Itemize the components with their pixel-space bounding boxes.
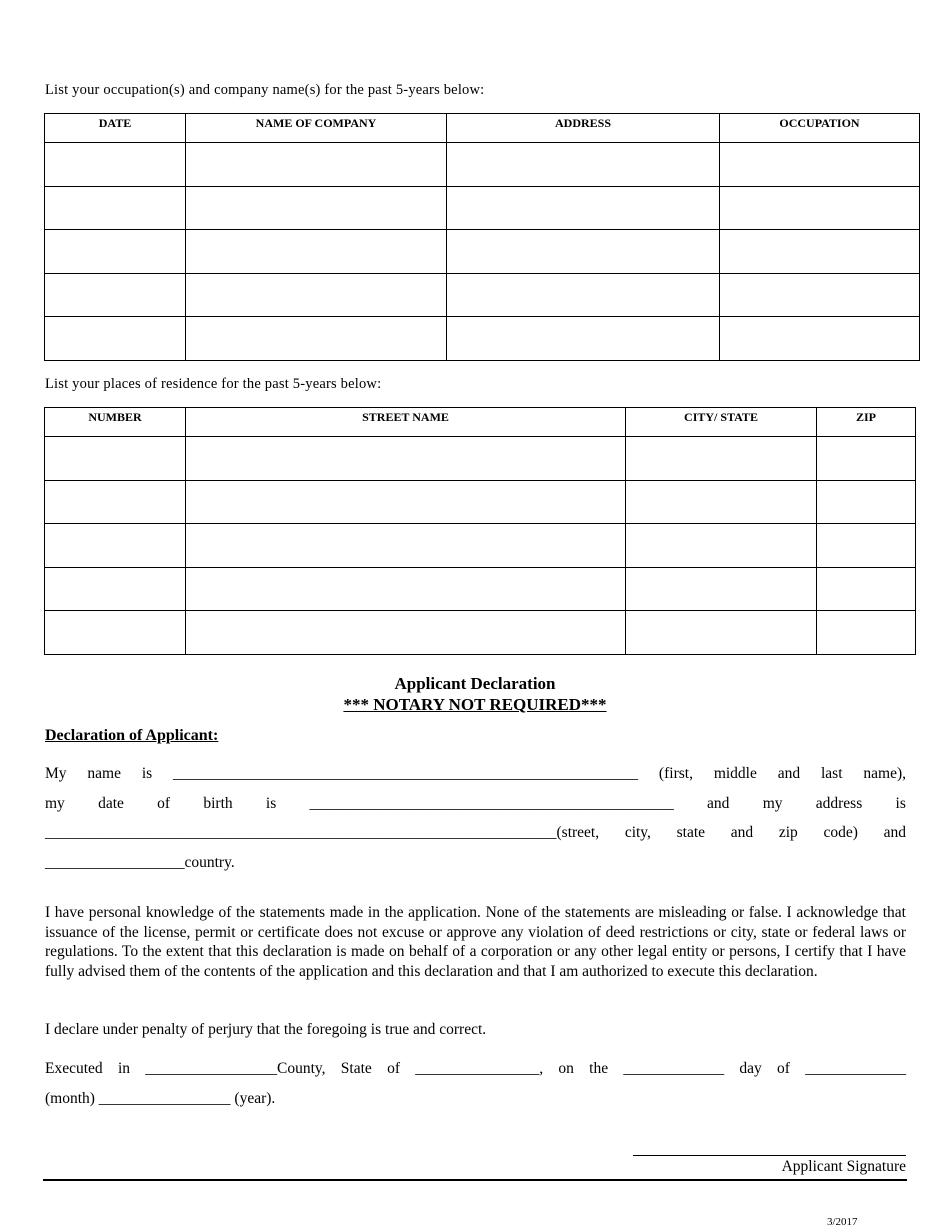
table-row <box>45 524 916 568</box>
word: city, <box>624 824 651 841</box>
table-row <box>45 273 920 317</box>
notary-notice-text: *** NOTARY NOT REQUIRED*** <box>343 695 607 714</box>
word: Executed <box>45 1060 103 1077</box>
executed-line-2[interactable]: (month) _________________ (year). <box>45 1090 276 1107</box>
word: state <box>676 824 706 841</box>
company-cell[interactable] <box>186 230 447 274</box>
number-cell[interactable] <box>45 437 186 481</box>
zip-cell[interactable] <box>817 611 916 655</box>
notary-notice <box>0 695 950 715</box>
word: my <box>45 795 65 812</box>
dob-line[interactable] <box>45 795 906 813</box>
city-state-cell[interactable] <box>626 437 817 481</box>
address-blank[interactable]: __________________________________________________________________(street, <box>45 824 600 841</box>
occupation-cell[interactable] <box>720 273 920 317</box>
word: on <box>558 1060 574 1077</box>
word: and <box>883 824 906 841</box>
word: is <box>265 795 277 812</box>
word: address <box>815 795 863 812</box>
date-cell[interactable] <box>45 186 186 230</box>
col-header-street-name: STREET NAME <box>186 408 626 437</box>
residence-table <box>44 407 916 655</box>
table-row <box>45 567 916 611</box>
word: my <box>762 795 783 812</box>
address-cell[interactable] <box>447 230 720 274</box>
perjury-statement: I declare under penalty of perjury that the foregoing is true and correct. <box>45 1021 487 1038</box>
word: of <box>387 1060 400 1077</box>
occupation-cell[interactable] <box>720 230 920 274</box>
executed-line[interactable] <box>45 1060 906 1078</box>
word: code) <box>823 824 858 841</box>
country-line[interactable]: __________________country. <box>45 854 235 871</box>
word: is <box>895 795 906 812</box>
address-cell[interactable] <box>447 186 720 230</box>
occupation-cell[interactable] <box>720 186 920 230</box>
word: of <box>777 1060 790 1077</box>
address-cell[interactable] <box>447 273 720 317</box>
address-line[interactable] <box>45 824 906 842</box>
footer-rule <box>43 1179 907 1181</box>
city-state-cell[interactable] <box>626 567 817 611</box>
company-cell[interactable] <box>186 186 447 230</box>
residence-intro: List your places of residence for the past 5-years below: <box>45 376 382 392</box>
residence-header-row <box>45 408 916 437</box>
word: zip <box>778 824 798 841</box>
street-cell[interactable] <box>186 480 626 524</box>
day-blank[interactable]: _____________ <box>623 1060 725 1077</box>
name-line[interactable]: My name is ____________________________________________________________ (first, middle and last name), <box>45 765 906 782</box>
street-cell[interactable] <box>186 567 626 611</box>
col-header-address: ADDRESS <box>447 114 720 143</box>
table-row <box>45 611 916 655</box>
occupation-header-row <box>45 114 920 143</box>
table-row <box>45 143 920 187</box>
address-cell[interactable] <box>447 317 720 361</box>
city-state-cell[interactable] <box>626 611 817 655</box>
signature-label: Applicant Signature <box>781 1158 906 1175</box>
declaration-heading <box>45 727 218 745</box>
word: day <box>739 1060 762 1077</box>
company-cell[interactable] <box>186 273 447 317</box>
table-row <box>45 480 916 524</box>
state-blank[interactable]: ________________, <box>415 1060 544 1077</box>
occupation-cell[interactable] <box>720 143 920 187</box>
table-row <box>45 186 920 230</box>
word: date <box>98 795 124 812</box>
date-cell[interactable] <box>45 230 186 274</box>
month-blank[interactable]: _____________ <box>805 1060 906 1077</box>
col-header-date: DATE <box>45 114 186 143</box>
number-cell[interactable] <box>45 524 186 568</box>
date-cell[interactable] <box>45 317 186 361</box>
street-cell[interactable] <box>186 524 626 568</box>
revision-date: 3/2017 <box>827 1216 858 1228</box>
col-header-occupation: OCCUPATION <box>720 114 920 143</box>
col-header-zip: ZIP <box>817 408 916 437</box>
number-cell[interactable] <box>45 567 186 611</box>
company-cell[interactable] <box>186 317 447 361</box>
date-cell[interactable] <box>45 273 186 317</box>
company-cell[interactable] <box>186 143 447 187</box>
street-cell[interactable] <box>186 611 626 655</box>
dob-blank[interactable]: _______________________________________________ <box>309 795 674 812</box>
signature-line[interactable] <box>633 1155 906 1156</box>
word: State <box>340 1060 372 1077</box>
city-state-cell[interactable] <box>626 524 817 568</box>
zip-cell[interactable] <box>817 480 916 524</box>
table-row <box>45 317 920 361</box>
word: and <box>707 795 730 812</box>
word: birth <box>203 795 233 812</box>
date-cell[interactable] <box>45 143 186 187</box>
declaration-heading-text: Declaration of Applicant: <box>45 727 219 744</box>
occupation-table <box>44 113 920 361</box>
occupation-cell[interactable] <box>720 317 920 361</box>
zip-cell[interactable] <box>817 567 916 611</box>
number-cell[interactable] <box>45 480 186 524</box>
col-header-number: NUMBER <box>45 408 186 437</box>
number-cell[interactable] <box>45 611 186 655</box>
word: in <box>117 1060 130 1077</box>
word: of <box>157 795 171 812</box>
word: the <box>589 1060 609 1077</box>
statement-paragraph: I have personal knowledge of the statements made in the application. None of the statements are misleading or false. I acknowledge that issuance of the license, permit or certificate does not excuse or approve any violation of deed restrictions or city, state or federal laws or regulations. To the extent that this declaration is made on behalf of a corporation or any other legal entity or persons, I certify that I have fully advised them of the contents of the application and this declaration and that I am authorized to execute this declaration. <box>45 904 906 980</box>
col-header-city-state: CITY/ STATE <box>626 408 817 437</box>
county-blank[interactable]: _________________County, <box>145 1060 326 1077</box>
zip-cell[interactable] <box>817 524 916 568</box>
occupation-intro: List your occupation(s) and company name(s) for the past 5-years below: <box>45 82 485 98</box>
col-header-company: NAME OF COMPANY <box>186 114 447 143</box>
zip-cell[interactable] <box>817 437 916 481</box>
address-cell[interactable] <box>447 143 720 187</box>
table-row <box>45 230 920 274</box>
street-cell[interactable] <box>186 437 626 481</box>
city-state-cell[interactable] <box>626 480 817 524</box>
declaration-title: Applicant Declaration <box>394 674 556 693</box>
word: and <box>730 824 754 841</box>
table-row <box>45 437 916 481</box>
